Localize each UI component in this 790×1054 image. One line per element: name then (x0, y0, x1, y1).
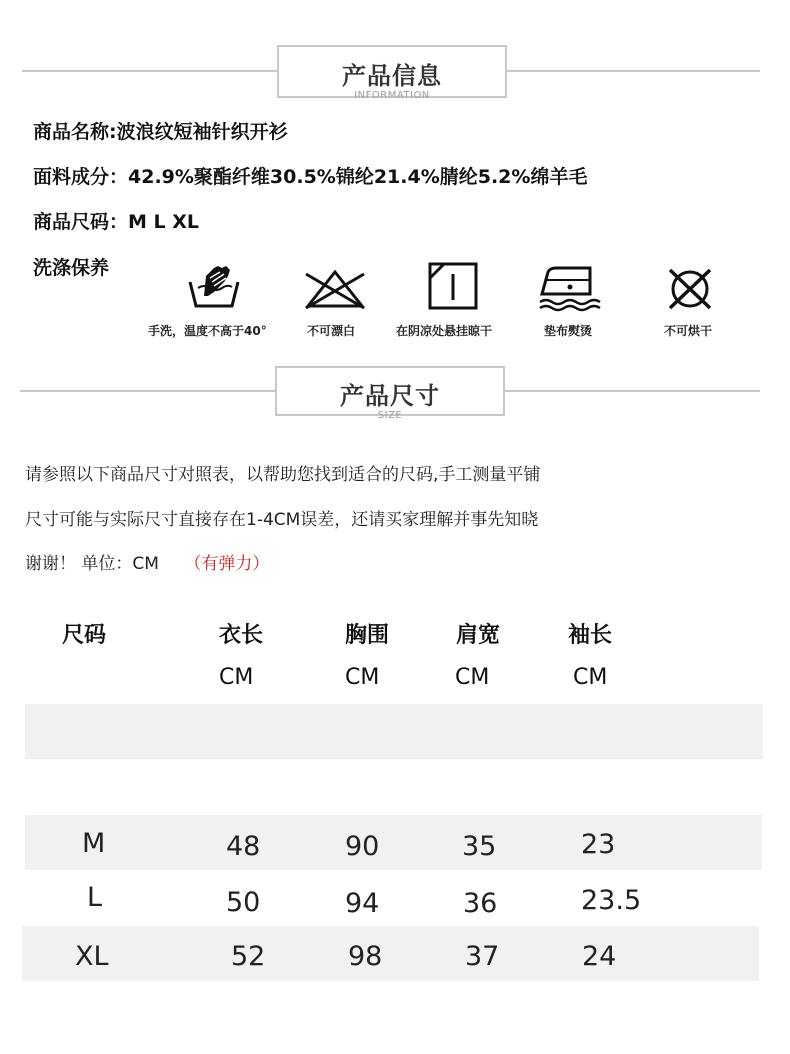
product-name-line: 商品名称:波浪纹短袖针织开衫 (33, 121, 288, 143)
section-divider-left (22, 70, 278, 72)
care-label-no-tumble: 不可烘干 (664, 324, 713, 338)
header-size: 尺码 (62, 623, 107, 648)
header-shoulder: 肩宽 (456, 623, 501, 648)
header-chest: 胸围 (345, 623, 390, 648)
care-label-iron: 垫布熨烫 (544, 324, 593, 338)
product-info-title: 产品信息 (342, 62, 442, 90)
unit-sleeve: CM (573, 665, 608, 690)
unit-note: 谢谢！ 单位：CM (25, 554, 159, 574)
product-info-header (277, 45, 507, 101)
cell-shoulder: 35 (462, 831, 497, 862)
unit-shoulder: CM (455, 665, 490, 690)
table-band (25, 815, 762, 870)
cell-sleeve: 23.5 (581, 885, 642, 916)
cell-size: XL (75, 941, 109, 972)
cell-sleeve: 23 (581, 829, 616, 860)
cell-size: L (87, 882, 103, 913)
cell-length: 48 (226, 831, 261, 862)
cell-length: 52 (231, 941, 266, 972)
size-note-line-3 (25, 549, 269, 574)
product-info-subtitle: INFORMATION (354, 90, 430, 101)
table-band (25, 704, 763, 759)
line-dry-shade-icon (428, 262, 478, 310)
cell-length: 50 (226, 887, 261, 918)
cell-chest: 98 (348, 941, 383, 972)
cell-shoulder: 37 (465, 941, 500, 972)
material-line: 面料成分：42.9%聚酯纤维30.5%锦纶21.4%腈纶5.2%绵羊毛 (33, 166, 588, 188)
iron-with-cloth-icon (538, 262, 602, 312)
size-note-line-2: 尺寸可能与实际尺寸直接存在1-4CM误差，还请买家理解并事先知晓 (25, 510, 539, 530)
size-note-line-1: 请参照以下商品尺寸对照表，以帮助您找到适合的尺码,手工测量平铺 (25, 465, 541, 485)
hand-wash-icon (186, 262, 242, 310)
section-divider-right (506, 70, 760, 72)
care-label-hand-wash: 手洗，温度不高于40° (148, 324, 267, 338)
unit-chest: CM (345, 665, 380, 690)
section-divider-left (20, 390, 276, 392)
stretch-note: （有弹力） (184, 554, 270, 574)
header-sleeve: 袖长 (568, 623, 613, 648)
header-length: 衣长 (219, 623, 264, 648)
cell-sleeve: 24 (582, 941, 617, 972)
cell-chest: 94 (345, 888, 380, 919)
care-label-no-bleach: 不可漂白 (307, 324, 356, 338)
cell-shoulder: 36 (463, 888, 498, 919)
size-section-title: 产品尺寸 (340, 382, 440, 410)
size-section-header (275, 366, 505, 421)
table-band (22, 926, 759, 981)
care-label-line-dry: 在阴凉处悬挂晾干 (396, 324, 493, 338)
care-heading: 洗涤保养 (33, 257, 110, 279)
no-tumble-dry-icon (664, 266, 716, 312)
cell-size: M (82, 828, 106, 859)
size-section-subtitle: SIZE (377, 410, 403, 421)
section-divider-right (504, 390, 760, 392)
unit-length: CM (219, 665, 254, 690)
size-line: 商品尺码：M L XL (33, 211, 199, 233)
cell-chest: 90 (345, 831, 380, 862)
no-bleach-icon (304, 268, 366, 310)
